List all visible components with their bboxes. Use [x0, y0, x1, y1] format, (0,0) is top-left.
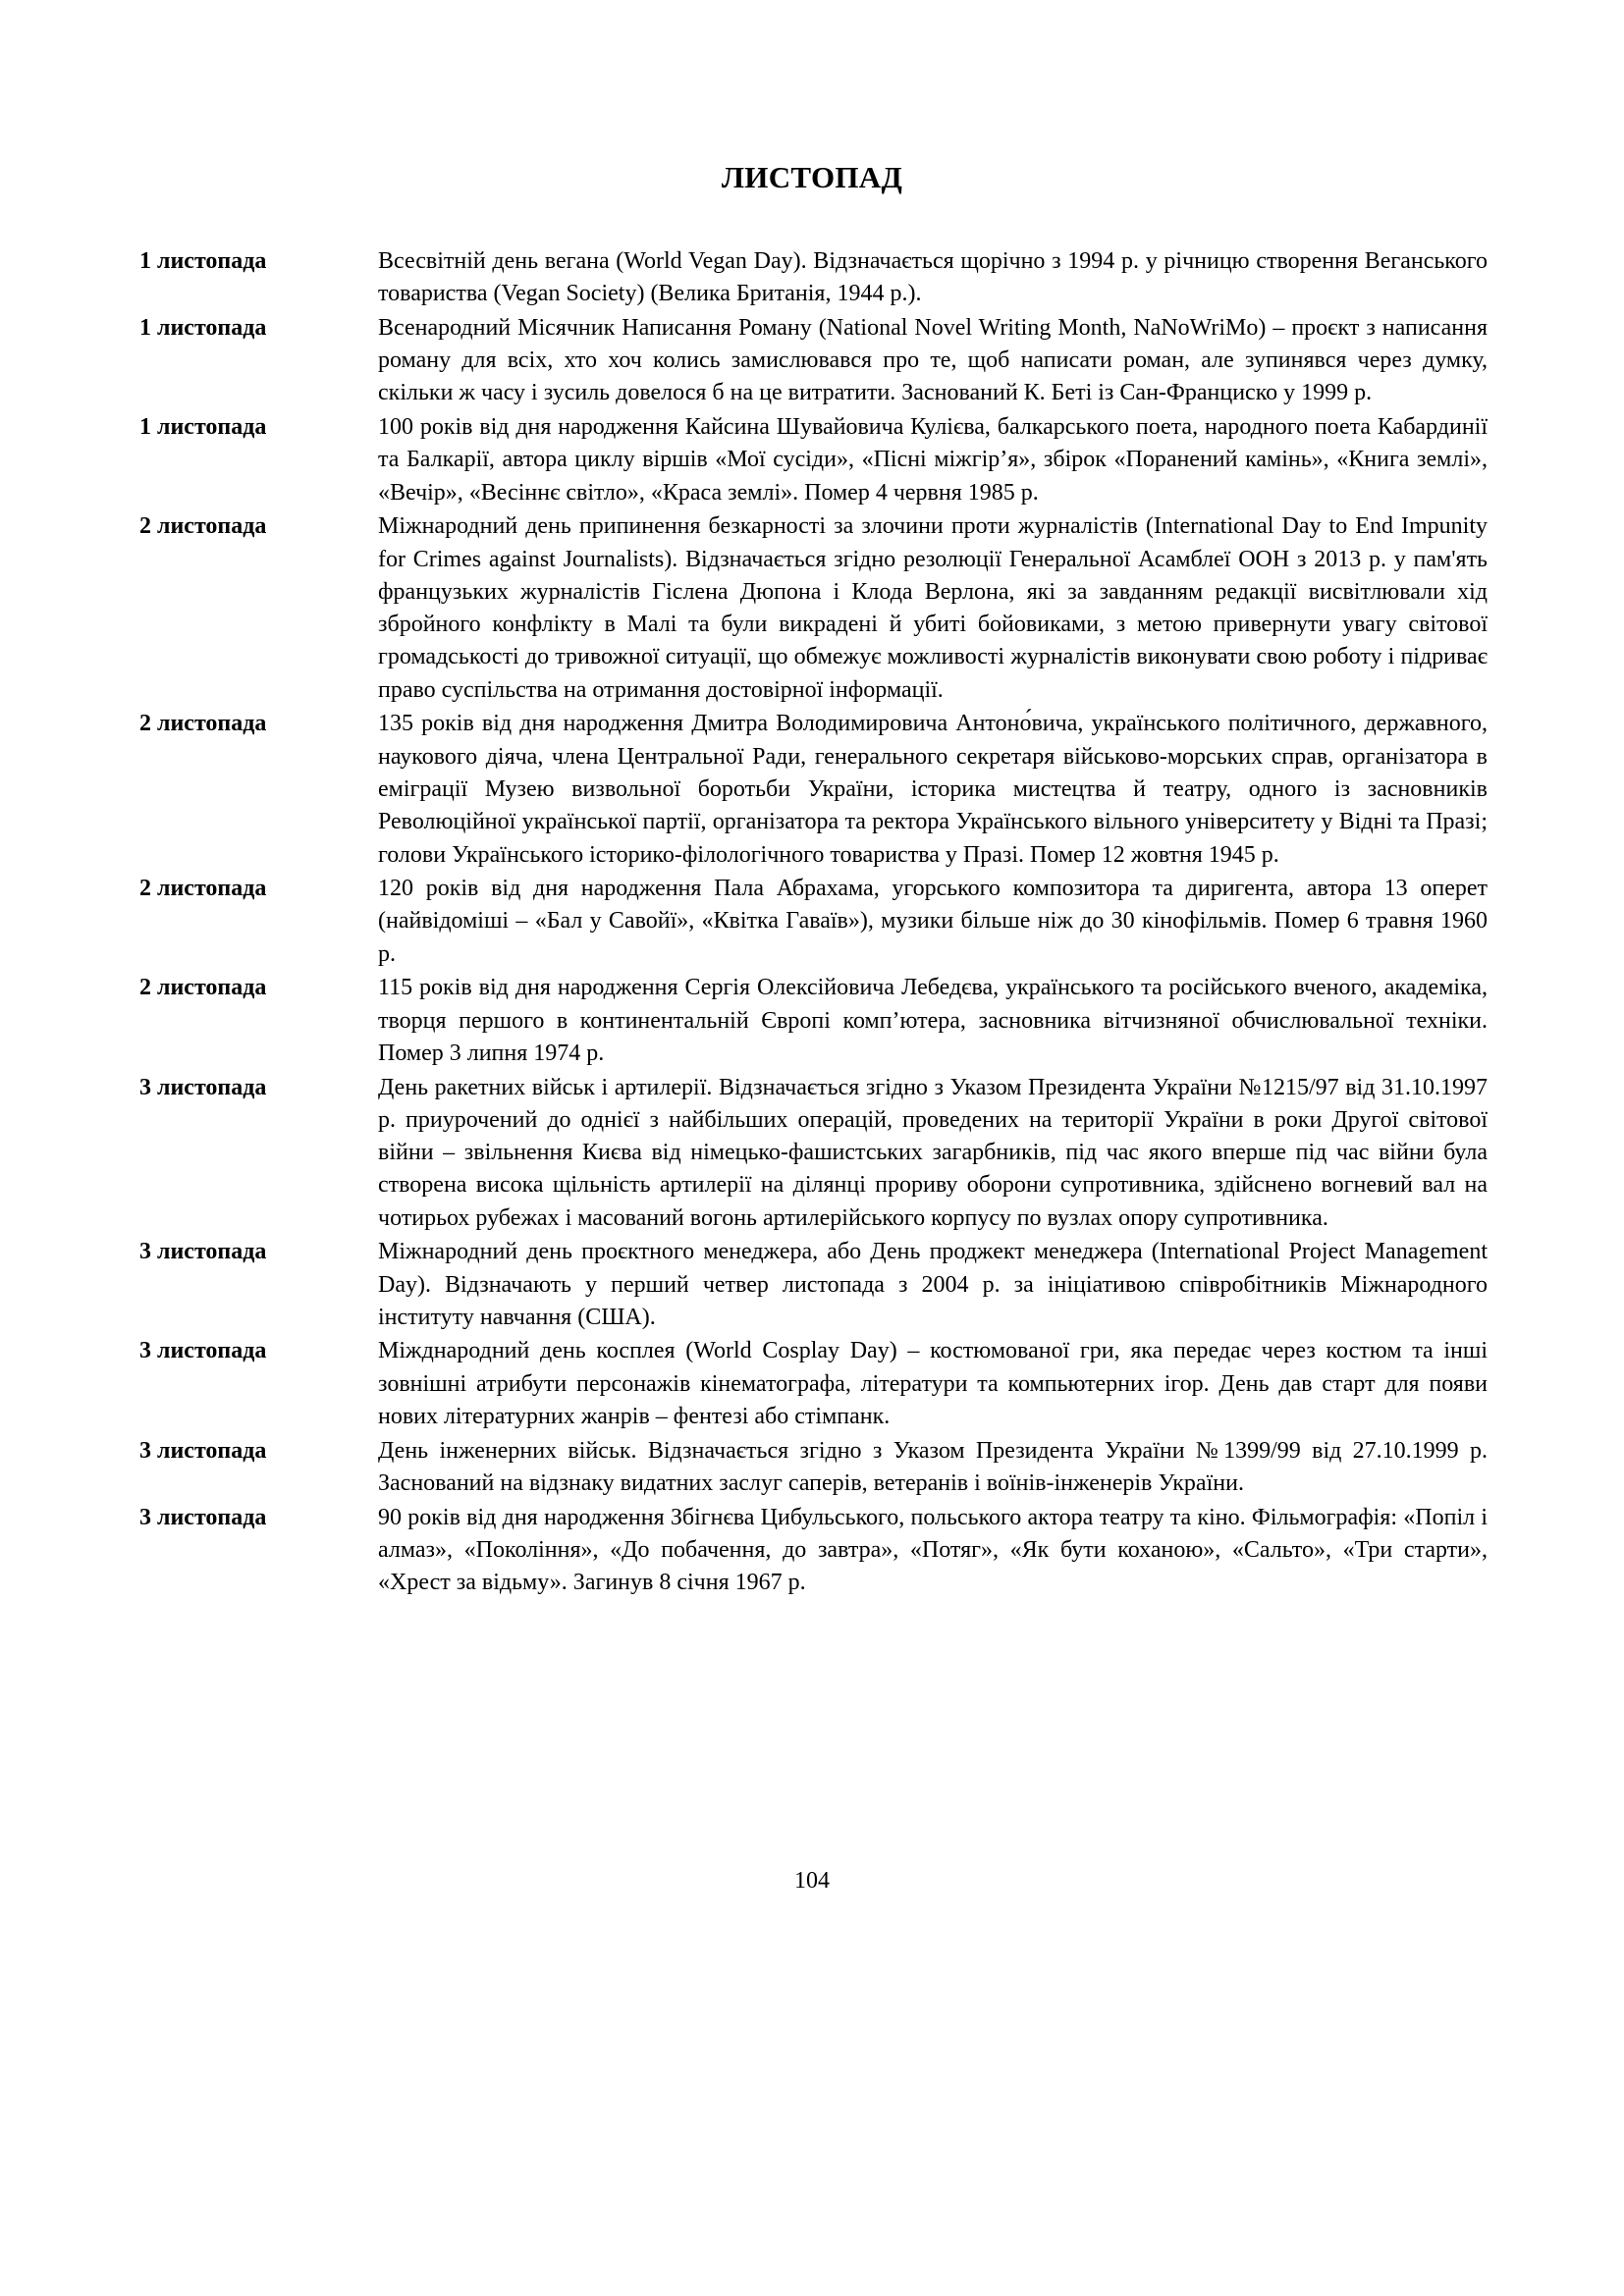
entry-date: 1 листопада: [139, 414, 267, 441]
entry-date: 3 листопада: [139, 1239, 267, 1265]
entry-date: 2 листопада: [139, 975, 267, 1001]
calendar-entry: [139, 312, 1488, 410]
calendar-entry: [139, 1072, 1488, 1235]
calendar-entry: [139, 1502, 1488, 1600]
entry-text: Міжнародний день припинення безкарності за злочини проти журналістів (International Day to End Impunity for Crimes against Journalists). Відзначається згідно резолюції Генеральної Асамблеї ООН з 2013 р. у пам'ять французьких журналістів Гіслена Дюпона і Клода Верлона, які за завданням редакції висвітлювали хід збройного конфлікту в Малі та були викрадені й убиті бойовиками, з метою привернути увагу світової громадськості до тривожної ситуації, що обмежує можливості журналістів виконувати свою роботу і підриває право суспільства на отримання достовірної інформації.: [378, 513, 1488, 703]
entry-text: 135 років від дня народження Дмитра Володимировича Антоно́вича, українського політичного, державного, наукового діяча, члена Центральної Ради, генерального секретаря військово-морських справ, організатора в еміграції Музею визвольної боротьби України, історика мистецтва й театру, одного із засновників Революційної української партії, організатора та ректора Українського вільного університету у Відні та Празі; голови Українського історико-філологічного товариства у Празі. Помер 12 жовтня 1945 р.: [378, 711, 1488, 868]
entry-text: 90 років від дня народження Збігнєва Цибульського, польського актора театру та кіно. Фільмографія: «Попіл і алмаз», «Покоління», «До побачення, до завтра», «Потяг», «Як бути коханою», «Сальто», «Три старти», «Хрест за відьму». Загинув 8 січня 1967 р.: [378, 1504, 1488, 1596]
page-title: ЛИСТОПАД: [721, 160, 903, 194]
calendar-entry: [139, 1335, 1488, 1433]
entry-text: Всенародний Місячник Написання Роману (National Novel Writing Month, NaNoWriMo) – проєкт з написання роману для всіх, хто хоч колись замислювався про те, щоб написати роман, але зупинявся через думку, скільки ж часу і зусиль довелося б на це витратити. Заснований К. Беті із Сан-Франциско у 1999 р.: [378, 314, 1488, 406]
entry-text: День інженерних військ. Відзначається згідно з Указом Президента України №1399/99 від 27.10.1999 р. Заснований на відзнаку видатних заслуг саперів, ветеранів і воїнів-інженерів України.: [378, 1437, 1488, 1496]
calendar-entry: [139, 708, 1488, 871]
calendar-entry: [139, 510, 1488, 707]
entry-date: 3 листопада: [139, 1074, 267, 1100]
entry-date: 2 листопада: [139, 711, 267, 737]
calendar-entry: [139, 1236, 1488, 1334]
calendar-entry: [139, 411, 1488, 509]
entry-text: День ракетних військ і артилерії. Відзначається згідно з Указом Президента України №1215/97 від 31.10.1997 р. приурочений до однієї з найбільших операцій, проведених на території України в роки Другої світової війни – звільнення Києва від німецько-фашистських загарбників, під час якого вперше під час війни була створена висока щільність артилерії на ділянці прориву оборони супротивника, здійснено вогневий вал на чотирьох рубежах і масований вогонь артилерійського корпусу по вузлах опору супротивника.: [378, 1074, 1488, 1231]
entry-text: 100 років від дня народження Кайсина Шувайовича Кулієва, балкарського поета, народного поета Кабардинії та Балкарії, автора циклу віршів «Мої сусіди», «Пісні міжгір’я», збірок «Поранений камінь», «Книга землі», «Вечір», «Весіннє світло», «Краса землі». Помер 4 червня 1985 р.: [378, 414, 1488, 506]
calendar-entry: [139, 972, 1488, 1070]
calendar-entries: [139, 245, 1488, 1601]
entry-text: 115 років від дня народження Сергія Олексійовича Лебедєва, українського та російського вченого, академіка, творця першого в континентальній Європі комп’ютера, засновника вітчизняної обчислювальної техніки. Помер 3 липня 1974 р.: [378, 975, 1488, 1066]
entry-text: Міжднародний день косплея (World Cosplay Day) – костюмованої гри, яка передає через костюм та інші зовнішні атрибути персонажів кінематографа, літератури та компьютерних ігор. День дав старт для появи нових літературних жанрів – фентезі або стімпанк.: [378, 1338, 1488, 1430]
entry-text: 120 років від дня народження Пала Абрахама, угорського композитора та диригента, автора 13 оперет (найвідоміші – «Бал у Савойї», «Квітка Гаваїв»), музики більше ніж до 30 кінофільмів. Помер 6 травня 1960 р.: [378, 876, 1488, 967]
entry-date: 3 листопада: [139, 1338, 267, 1364]
calendar-entry: [139, 245, 1488, 311]
entry-date: 2 листопада: [139, 513, 267, 540]
entry-date: 3 листопада: [139, 1504, 267, 1530]
entry-date: 1 листопада: [139, 248, 267, 274]
calendar-entry: [139, 873, 1488, 971]
page-number: 104: [794, 1868, 830, 1894]
entry-text: Всесвітній день вегана (World Vegan Day). Відзначається щорічно з 1994 р. у річницю створення Веганського товариства (Vegan Society) (Велика Британія, 1944 р.).: [378, 248, 1488, 307]
entry-date: 3 листопада: [139, 1437, 267, 1464]
entry-text: Міжнародний день проєктного менеджера, або День проджект менеджера (International Project Management Day). Відзначають у перший четвер листопада з 2004 р. за ініціативою співробітників Міжнародного інституту навчання (США).: [378, 1239, 1488, 1330]
entry-date: 2 листопада: [139, 876, 267, 902]
calendar-entry: [139, 1435, 1488, 1501]
entry-date: 1 листопада: [139, 314, 267, 341]
